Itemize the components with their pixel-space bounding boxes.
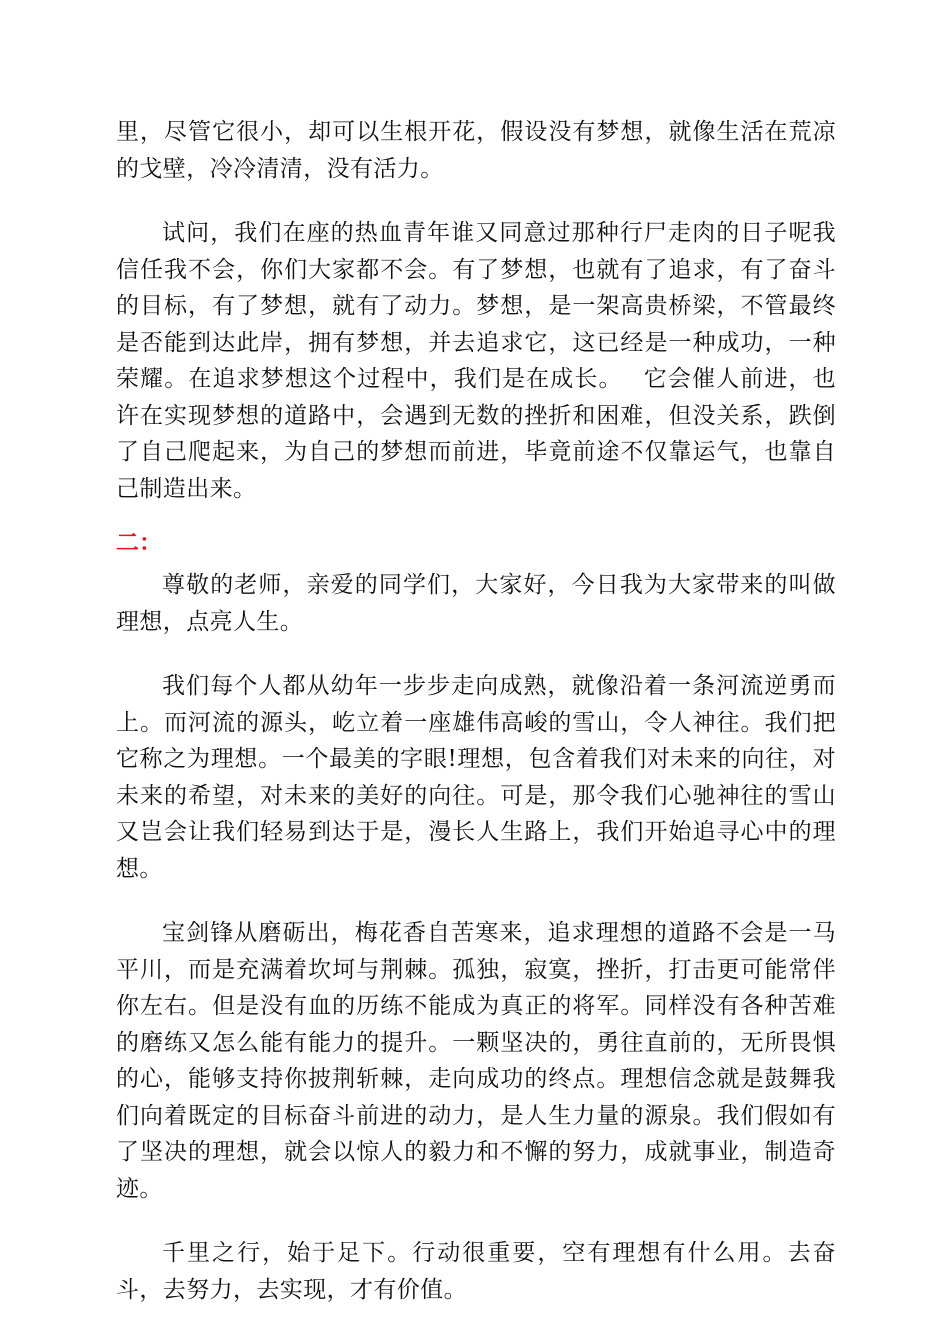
- paragraph-river: 我们每个人都从幼年一步步走向成熟，就像沿着一条河流逆勇而上。而河流的源头，屹立着一座雄伟高峻的雪山，令人神往。我们把它称之为理想。一个最美的字眼!理想，包含着我们对未来的向往，对未来的希望，对未来的美好的向往。可是，那令我们心驰神往的雪山又岂会让我们轻易到达于是，漫长人生路上，我们开始追寻心中的理想。: [116, 673, 836, 882]
- paragraph-greeting: 尊敬的老师，亲爱的同学们，大家好，今日我为大家带来的叫做理想，点亮人生。: [116, 572, 836, 635]
- paragraph-action: 千里之行，始于足下。行动很重要，空有理想有什么用。去奋斗，去努力，去实现，才有价值。: [116, 1240, 836, 1303]
- document-page: [116, 114, 836, 1308]
- paragraph-dream-question: 试问，我们在座的热血青年谁又同意过那种行尸走肉的日子呢我信任我不会，你们大家都不会。有了梦想，也就有了追求，有了奋斗的目标，有了梦想，就有了动力。梦想，是一架高贵桥梁，不管最终是否能到达此岸，拥有梦想，并去追求它，这已经是一种成功，一种荣耀。在追求梦想这个过程中，我们是在成长。 它会催人前进，也许在实现梦想的道路中，会遇到无数的挫折和困难，但没关系，跌倒了自己爬起来，为自己的梦想而前进，毕竟前途不仅靠运气，也靠自己制造出来。: [116, 220, 836, 502]
- paragraph-continued: 里，尽管它很小，却可以生根开花，假设没有梦想，就像生活在荒凉的戈壁，冷冷清清，没有活力。: [116, 119, 836, 182]
- section-heading: 二：: [116, 530, 162, 556]
- paragraph-sword: 宝剑锋从磨砺出，梅花香自苦寒来，追求理想的道路不会是一马平川，而是充满着坎坷与荆棘。孤独，寂寞，挫折，打击更可能常伴你左右。但是没有血的历练不能成为真正的将军。同样没有各种苦难的磨练又怎么能有能力的提升。一颗坚决的，勇往直前的，无所畏惧的心，能够支持你披荆斩棘，走向成功的终点。理想信念就是鼓舞我们向着既定的目标奋斗前进的动力，是人生力量的源泉。我们假如有了坚决的理想，就会以惊人的毅力和不懈的努力，成就事业，制造奇迹。: [116, 920, 836, 1202]
